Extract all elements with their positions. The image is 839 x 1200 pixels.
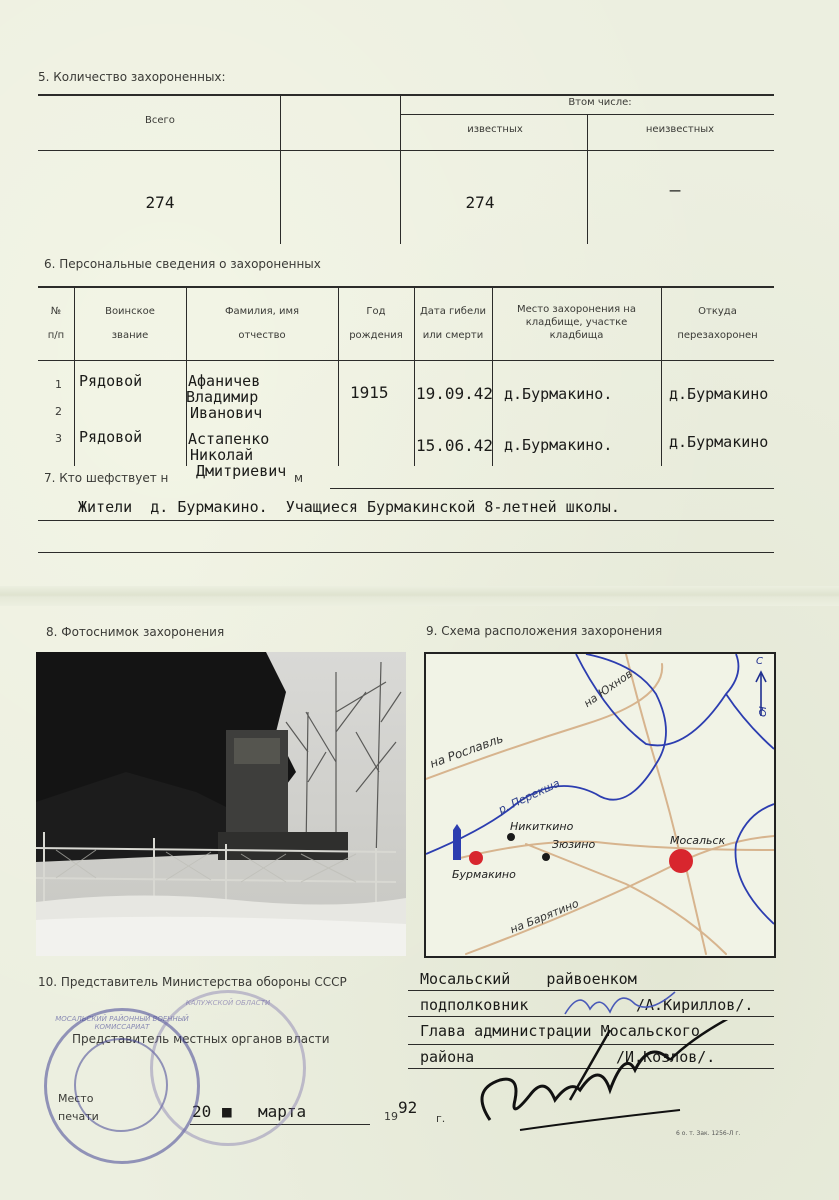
section8-title: 8. Фотоснимок захоронения <box>46 625 225 639</box>
row1-birth-year: 1915 <box>350 383 389 402</box>
section5-total-value: 274 <box>145 193 175 212</box>
section5-header-bottom-line <box>38 150 774 151</box>
section5-including-header: Втом числе: <box>568 97 632 108</box>
section7-answer: Жители д. Бурмакино. Учащиеся Бурмакинской 8-летней школы. <box>78 498 620 516</box>
section6-title: 6. Персональные сведения о захороненных <box>44 257 321 271</box>
header-date-1: Дата гибели <box>419 306 487 317</box>
obelisk-icon <box>453 830 461 860</box>
label-north: С <box>756 656 763 667</box>
header-place-1: Место захоронения на <box>517 304 636 315</box>
section5-unknown-header: неизвестных <box>645 124 715 135</box>
section10-title: 10. Представитель Министерства обороны СССР <box>38 975 347 989</box>
header-year-1: Год <box>366 306 386 317</box>
row-number: 3 <box>55 432 62 445</box>
row2-first-name: Николай <box>190 446 254 464</box>
section5-total-header: Всего <box>145 115 175 126</box>
section6-top-line <box>38 286 774 288</box>
row2-death-date: 15.06.42 <box>416 436 494 455</box>
header-from-2: перезахоронен <box>677 330 758 341</box>
road-to-mosalsk-north <box>626 654 681 859</box>
mosalsk-marker <box>669 849 693 873</box>
row-number: 2 <box>55 405 62 418</box>
row1-rank: Рядовой <box>79 372 143 390</box>
header-name-2: отчество <box>238 330 286 341</box>
header-place-3: кладбища <box>549 330 604 341</box>
header-num-2: п/п <box>47 330 65 341</box>
section5-unknown-value: — <box>669 180 681 201</box>
row1-patronymic: Иванович <box>190 404 263 422</box>
row1-death-date: 19.09.42 <box>416 384 494 403</box>
row1-surname: Афаничев <box>188 372 261 390</box>
date-month: марта <box>258 1102 307 1121</box>
row2-burial-place: д.Бурмакино. <box>504 436 613 454</box>
date-year-prefix: 19 <box>384 1110 398 1123</box>
row1-burial-place: д.Бурмакино. <box>504 385 613 403</box>
section5-title: 5. Количество захороненных: <box>38 70 226 84</box>
stamp-text: КАЛУЖСКОЙ ОБЛАСТИ <box>185 999 271 1007</box>
nikitkino-marker <box>507 833 515 841</box>
label-mosalsk: Мосальск <box>670 834 726 847</box>
stamp-text: МОСАЛЬСКИЙ РАЙОННЫЙ ВОЕННЫЙ КОМИССАРИАТ <box>55 1015 189 1031</box>
header-name-1: Фамилия, имя <box>224 306 300 317</box>
header-year-2: рождения <box>349 330 403 341</box>
row1-reburied-from: д.Бурмакино <box>669 385 769 403</box>
date-year: 92 <box>398 1098 418 1117</box>
label-south: Ю <box>755 706 767 717</box>
label-river: р. Перекша <box>496 776 562 817</box>
section7-title-start: 7. Кто шефствует н <box>44 471 169 485</box>
military-commissar-title: Мосальский райвоенком <box>420 970 637 988</box>
header-rank-1: Воинское <box>105 306 155 317</box>
label-to-roslavl: на Рославль <box>427 731 506 771</box>
place-label: Место <box>58 1092 94 1105</box>
local-head-title: Глава администрации Мосальского <box>420 1022 700 1040</box>
military-signature <box>560 984 680 1024</box>
section9-title: 9. Схема расположения захоронения <box>426 624 663 638</box>
section7-answer-line <box>38 520 774 521</box>
label-zyuzino: Зюзино <box>552 838 596 851</box>
local-district: района <box>420 1048 475 1066</box>
military-name: /А.Кириллов/. <box>636 996 754 1014</box>
section5-col-line <box>280 94 281 244</box>
date-day: 20 <box>192 1102 212 1121</box>
date-year-unit: г. <box>436 1112 446 1125</box>
row-number: 1 <box>55 378 62 391</box>
row2-rank: Рядовой <box>79 428 143 446</box>
river-east <box>735 804 774 924</box>
header-num-1: № <box>50 306 62 317</box>
river-northeast <box>726 694 774 749</box>
official-stamp <box>150 990 306 1146</box>
header-from-1: Откуда <box>698 306 737 317</box>
page-fold <box>0 586 839 606</box>
row2-patronymic: Дмитриевич <box>196 462 287 480</box>
military-rank: подполковник <box>420 996 529 1014</box>
section5-known-value: 274 <box>465 193 495 212</box>
section5-col-line <box>400 94 401 244</box>
burial-photo <box>36 652 406 956</box>
burial-photo-image <box>36 652 406 956</box>
section7-title-end: м <box>294 471 304 485</box>
seal-label: печати <box>58 1110 99 1123</box>
section5-col-line <box>587 114 588 244</box>
label-to-baryatino: на Барятино <box>508 896 581 937</box>
row1-first-name: Владимир <box>186 388 259 406</box>
row2-surname: Астапенко <box>188 430 270 448</box>
section5-known-header: известных <box>467 124 523 135</box>
local-signature <box>460 1020 780 1160</box>
header-rank-2: звание <box>111 330 149 341</box>
label-burmakino: Бурмакино <box>452 868 516 881</box>
burmakino-marker <box>469 851 483 865</box>
label-to-yukhnov: на Юхнов <box>581 667 635 710</box>
section7-line <box>330 488 774 489</box>
section7-blank-line <box>38 552 774 553</box>
printer-mark: 6 о. т. Зак. 1256-Л г. <box>676 1130 741 1137</box>
road-to-baryatino <box>526 844 726 954</box>
section5-top-line <box>38 94 774 96</box>
local-name: /И.Козлов/. <box>616 1048 716 1066</box>
zyuzino-marker <box>542 853 550 861</box>
label-nikitkino: Никиткино <box>510 820 574 833</box>
header-date-2: или смерти <box>422 330 484 341</box>
local-rep-title: Представитель местных органов власти <box>72 1032 330 1046</box>
section6-header-bottom-line <box>38 360 774 361</box>
row2-reburied-from: д.Бурмакино <box>669 433 769 451</box>
header-place-2: кладбище, участке <box>525 317 628 328</box>
burial-location-map <box>424 652 776 958</box>
road-south <box>684 859 706 954</box>
